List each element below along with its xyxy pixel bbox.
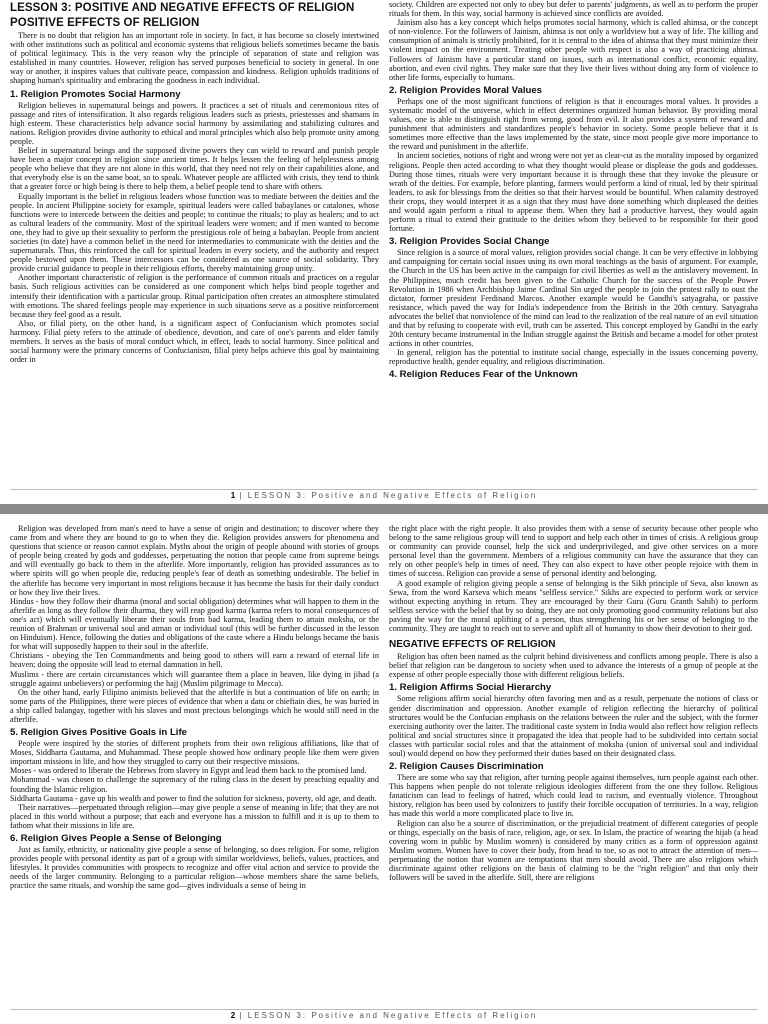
paragraph: Religion can also be a source of discrimination, or the prejudicial treatment of different categories of people or things, especially on the basis of race, religion, age, or sex. In Islam, the practice of wearing the hijab (a head covering worn in public by Muslim women) is considered by many critics as a form of oppression against Muslim women. Women have to cover their body, from head to toe, so as not to attract the attention of men—perpetuating the notion that women are temptations that men should avoid. There are also religions which discriminate against other religions on the basis of claiming to be the "right religion" and that only their followers will be saved in the afterlife. Still, there are religions bbox=[389, 818, 758, 883]
page1-left-column bbox=[10, 0, 379, 381]
paragraph: In general, religion has the potential to institute social change, especially in the issues concerning poverty, reproductive health, gender equality, and religious discrimination. bbox=[389, 348, 758, 367]
heading-social-change: 3. Religion Provides Social Change bbox=[389, 236, 550, 248]
paragraph: People were inspired by the stories of different prophets from their own religious affiliations, like that of Moses, Siddharta Gautama, and Muhammad. These people showed how ordinary people like them were given important missions in life, and how they struggled to carry out their respective missions. bbox=[10, 739, 379, 767]
lesson-title: LESSON 3: POSITIVE AND NEGATIVE EFFECTS OF RELIGION bbox=[10, 2, 355, 14]
paragraph: Perhaps one of the most significant functions of religion is that it encourages moral values. It provides a systematic model of the universe, which in effect determines organized human behavior. By providing moral values, one is able to distinguish right from wrong, good from evil. It also provides a system of reward and punishment that administers and standardizes people's behavior in society. Some people believe that it is sometimes more effective than the laws implemented by the state, since most people give more importance to the reward and punishment in the afterlife. bbox=[389, 96, 758, 152]
list-item: Siddharta Gautama - gave up his wealth and power to find the solution for sickness, poverty, old age, and death. bbox=[10, 793, 377, 803]
paragraph: In ancient societies, notions of right and wrong were not yet as clear-cut as the morality imposed by organized religions. People then acted according to what they thought would please or displease the gods and goddesses. During those times, rituals were very important because it is through these that they invoke the pleasure or wrath of the deities. For example, before planting, farmers would perform a kind of ritual, led by their spiritual leaders, to ask for blessings from the deities so that their harvest would be bountiful. When calamity destroyed their crops, they would interpret it as a sign that they must have done something which displeased the deities and would again perform a ritual to appease them. When they had a productive harvest, they would again perform a ritual to extend their gratitude to the deities whom they believed to be responsible for their good fortune. bbox=[389, 151, 758, 234]
paragraph: Since religion is a source of moral values, religion provides social change. It can be very effective in lobbying and campaigning for certain social issues using its own moral teachings as the basis of argument. For example, the Church in the US has been active in the campaign for civil liberties as well as the antislavery movement. In the Philippines, much credit has been given to the Catholic Church for the success of the People Power Revolution in 1986 when Archbishop Jaime Cardinal Sin urged the people to join the protest rally to oust the dictator, former president Ferdinand Marcos. Another example would be Gandhi's satyagraha, or passive resistance, which paved the way for India's independence from the British in the 20th century. Satyagraha advocates the belief that nonviolence of the mind can lead to the realization of the real nature of an evil situation and that by refusing to cooperate with evil, truth can be asserted. This concept employed by Gandhi in the early 20th century became instrumental in the Indian struggle against the British and became a model for other protest actions in other countries. bbox=[389, 248, 758, 349]
section-title-negative: NEGATIVE EFFECTS OF RELIGION bbox=[389, 639, 556, 651]
paragraph: Their narratives—perpetuated through religion—may give people a sense of meaning in life; that they are not placed in this world without a purpose; that each and everyone has a mission to fulfill and it is up to them to fathom what their missions in life are. bbox=[10, 802, 379, 830]
heading-social-harmony: 1. Religion Promotes Social Harmony bbox=[10, 88, 181, 100]
page-footer bbox=[0, 1011, 768, 1020]
page-2 bbox=[0, 514, 768, 1024]
paragraph: There is no doubt that religion has an important role in society. In fact, it has become so closely intertwined with other institutions such as political and economic systems that religious beliefs sometimes became the basis of political legitimacy. This is the very reason why the principle of separation of state and religion was established in many countries. However, religion has served purposes beneficial to society in general. In one way or another, it inspires values that cultivate peace, compassion and kindness. Religion upholds traditions of shaping human's spirituality and embracing the goodness in each individual. bbox=[10, 31, 379, 86]
footer-text: | LESSON 3: Positive and Negative Effects of Religion bbox=[239, 491, 538, 500]
heading-positive-goals: 5. Religion Gives Positive Goals in Life bbox=[10, 727, 188, 739]
footer-divider bbox=[10, 1009, 758, 1010]
footer-text: | LESSON 3: Positive and Negative Effects of Religion bbox=[239, 1011, 538, 1020]
page2-left-column bbox=[10, 524, 379, 890]
section-title-positive: POSITIVE EFFECTS OF RELIGION bbox=[10, 17, 200, 29]
paragraph: Religion was developed from man's need to have a sense of origin and destination; to discover where they came from and where they are bound to go to when they die. Religion provides answers for phenomena and questions that science or reason cannot explain. Myths about the origin of people abound with stories of groups of people being created by gods and goddesses, perpetuating the notion that people came from supreme beings and will eventually go back to them in the afterlife. More importantly, religion has provided assurances as to where spirits will go when people die, reducing people's fear of death as something undesirable. The belief in the afterlife has become very important in most religions because it has become the basis for their daily conduct or how they live their lives. bbox=[10, 524, 379, 597]
paragraph: Also, or filial piety, on the other hand, is a significant aspect of Confucianism which promotes social harmony. Filial piety refers to the attitude of obedience, devotion, and care of one's parents and elder family members. It serves as the basis of moral conduct which, in effect, leads to social harmony. Since political and social harmony were the primary concerns of Confucianism, filial piety helps achieve this goal by maintaining order in bbox=[10, 318, 379, 365]
heading-discrimination: 2. Religion Causes Discrimination bbox=[389, 761, 544, 773]
list-item: Mohammad - was chosen to challenge the supremacy of the ruling class in the desert by preaching equality and founding the Islamic religion. bbox=[10, 775, 379, 794]
page-footer bbox=[0, 491, 768, 500]
paragraph: Some religions affirm social hierarchy often favoring men and as a result, perpetuate the notions of class or gender discrimination and oppression. Another example of religion reflecting the hierarchy of political structures would be the Confucian emphasis on the relations between the ruler and the subject, with the former exercising authority over the latter. The traditional caste system in India would also reflect how religion reflects political and social structures since it propagated the idea that people had to be subdivided into certain social classes with particular social roles and that the attainment of moksha (union of universal soul and individual soul) would depend on how they performed their duties based on their designated class. bbox=[389, 694, 758, 758]
paragraph: Religion has often been named as the culprit behind divisiveness and conflicts among people. There is also a belief that religion can be dangerous to society when used to advance the interests of a group of people at the expense of other people especially those with different religious beliefs. bbox=[389, 652, 758, 680]
page-number: 1 bbox=[230, 491, 236, 500]
page-number: 2 bbox=[230, 1011, 236, 1020]
heading-sense-of-belonging: 6. Religion Gives People a Sense of Belonging bbox=[10, 833, 222, 844]
list-item: Christians - obeying the Ten Commandments and being good to others will earn a reward of eternal life in heaven; doing the opposite will lead to eternal damnation in hell. bbox=[10, 651, 379, 670]
heading-fear-unknown: 4. Religion Reduces Fear of the Unknown bbox=[389, 369, 578, 381]
paragraph: There are some who say that religion, after turning people against themselves, turn people against each other. This happens when people do not tolerate religious ideologies different from the one they follow. Religious fanaticism can lead to feelings of hatred, which could lead to racism, and eventually violence. Throughout history, religion has been used by colonizers to justify their forcible occupation of territories. In a way, religion has made this world a more complicated place to live in. bbox=[389, 773, 758, 819]
page-1 bbox=[0, 0, 768, 504]
page2-right-column bbox=[389, 524, 758, 890]
list-item: Hindus - how they follow their dharma (moral and social obligation) determines what will happen to them in the afterlife as long as they follow their dharma, they will reap good karma (karma refers to moral consequences of one's act) which will eventually liberate their souls from bad karma, leading them to attain moksha, or the reunion of Brahman or universal soul and atman or individual soul (this will be further discussed in the lesson on Hinduism). Hence, following the duties and obligations of the caste where a Hindu belongs became the basis for what will supposedly happen to their soul in the afterlife. bbox=[10, 596, 379, 652]
paragraph: Jainism also has a key concept which helps promotes social harmony, which is called ahimsa, or the concept of non-violence. For the followers of Jainism, ahimsa is not only a worldview but a way of life. The killing and consumption of animals is strictly prohibited, for it is central to the idea of ahimsa that they must minimize their violent impact on the environment. Treating other people with respect is also a way of practicing ahimsa. Followers of Jainism have a particular stand on issues, such as international conflict, economic equality, abortion, and even civil rights. They make sure that they live their lives without doing any form of violence to other life forms, especially to humans. bbox=[389, 18, 758, 82]
heading-moral-values: 2. Religion Provides Moral Values bbox=[389, 84, 543, 96]
paragraph: On the other hand, early Filipino animists believed that the afterlife is but a continuation of life on earth; in some parts of the Philippines, there were pieces of evidence that when a datu or chieftain dies, he was buried in a ship called balangay, together with his slaves and most precious belongings which he would still need in the afterlife. bbox=[10, 687, 379, 724]
paragraph: A good example of religion giving people a sense of belonging is the Sikh principle of Seva, also known as Sewa, from the word Karseva which means "selfless service." Sikhs are expected to perform work or service without expecting anything in return. They are encouraged by their Guru (Guru Granth Sahib) to perform selfless service with the belief that by so doing, they are not only promoting good community relations but also paving the way for the moral uplifting of a person, thus strengthening his or her sense of belonging to the community. They are taught to reach out to serve and uplift all of humanity to show their devotion to their god. bbox=[389, 578, 758, 634]
paragraph: the right place with the right people. It also provides them with a sense of security because other people who belong to the same religious group will tend to support and help each other in times of crisis. A religious group or community can provide counsel, help the sick and underprivileged, and give other services on a more personal level than the government. Members of a religious community can have the assurance that they can rely on other people's help in times of need. They can also expect to have other people rejoice with them in times of success. Religion can provide a sense of personal identity and belonging. bbox=[389, 524, 758, 579]
list-item: Moses - was ordered to liberate the Hebrews from slavery in Egypt and lead them back to the promised land. bbox=[10, 766, 367, 776]
paragraph: Just as family, ethnicity, or nationality give people a sense of belonging, so does religion. For some, religion provides people with personal identity as part of a group with similar worldviews, beliefs, values, practices, and lifestyles. It provides communities with prospects to recognize and offer vital action and service to provide the needs of the larger community. Belonging to a particular religion—whose members share the same beliefs, practice the same rituals, and worship the same god—gives individuals a sense of being in bbox=[10, 845, 379, 891]
page1-right-column bbox=[389, 0, 758, 381]
paragraph: Belief in supernatural beings and the supposed divine powers they can wield to reward and punish people have been a major concept in religion since ancient times. It helps lessen the feeling of helplessness among people who believe that they are not alone in this world, that they need not rely on their capabilities alone, and that everybody else is on the same boat, so to speak. Whatever people are afflicted with crisis, they tend to think that a greater force or high being is there to help them, a belief people tend to share with others. bbox=[10, 146, 379, 192]
list-item: Muslims - there are certain circumstances which will guarantee them a place in heaven, like dying in jihad (a struggle against unbelievers) or performing the hajj (Muslim pilgrimage to Mecca). bbox=[10, 669, 379, 688]
paragraph: society. Children are expected not only to obey but defer to parents' judgments, as well as to perform the proper rituals for them. In this way, social harmony is achieved since conflicts are avoided. bbox=[389, 0, 758, 19]
footer-divider bbox=[10, 489, 758, 490]
paragraph: Equally important is the belief in religious leaders whose function was to mediate between the deities and the people. In ancient Philippine society for example, spiritual leaders were called babaylanes or catalones, whose functions were to intercede between the deities and people; to continue the rituals; to play as healers; and to act as cultural leaders of the community. Most of the spiritual leaders were women; and if men wanted to become one, they had to give up their sexuality to perform the prestigious role of being a babaylan. People from ancient societies (to date) have a common belief in the need for intermediaries to communicate with the deities and the supernaturals. Thus, this reinforced the call for spiritual leaders in every society, and the authority and respect people bestowed upon them. These intercessors can be considered as one source of social solidarity. They provide crucial guidance to people in their religious efforts, thereby maintaining group unity. bbox=[10, 191, 379, 274]
paragraph: Another important characteristic of religion is the performance of common rituals and practices on a regular basis. Such religious activities can be considered as one component which helps bind people together and intensify their identification with a particular group. Ritual participation often creates an atmosphere stimulated with emotions. The shared feelings people may experience in such situations serve as a positive reinforcement because they feel good as a result. bbox=[10, 273, 379, 319]
heading-social-hierarchy: 1. Religion Affirms Social Hierarchy bbox=[389, 682, 552, 694]
paragraph: Religion believes in supernatural beings and powers. It practices a set of rituals and ceremonious rites of passage and rites of intensification. It also regards religious leaders such as priests, priestesses and shamans in high esteem. These characteristics help advance social harmony by assimilating and stabilizing cultures and nations. Religion provides divine authority to ethical and moral principles which also help promote unity among people. bbox=[10, 100, 379, 146]
